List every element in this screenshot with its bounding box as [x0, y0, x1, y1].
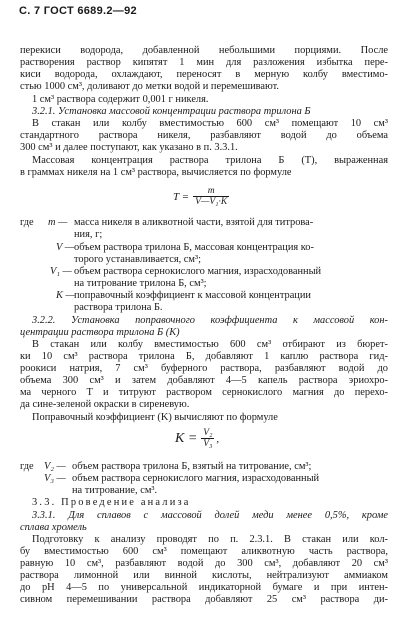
section-heading: сплава хромель — [20, 522, 87, 533]
text-line: перекиси водорода, добавленной небольшими порциями. После — [20, 45, 388, 56]
where-intro: где — [20, 461, 34, 472]
text-line: объема 300 см³ и затем добавляют 4—5 капель раствора эриохро- — [20, 375, 388, 386]
where-intro: где — [20, 217, 34, 228]
formula-lhs: T = — [173, 191, 190, 203]
formula-fraction — [193, 186, 229, 208]
where-term: m — — [48, 217, 68, 228]
where-term: V₂ — — [44, 461, 66, 472]
text-line: бу вместимостью 600 см³ помещают аликвотную часть раствора, — [20, 546, 388, 557]
text-line: 1 см³ раствора содержит 0,001 г никеля. — [32, 94, 209, 105]
where-desc: торого устанавливается, см³; — [74, 254, 201, 265]
where-term: K — — [56, 290, 75, 301]
text-line: стандартного раствора никеля, разбавляют водой до объема — [20, 130, 388, 141]
text-line: равную 10 см³, разбавляют водой до 300 см³, добавляют 20 см³ — [20, 558, 388, 569]
where-desc: поправочный коэффициент к массовой концентрации — [74, 290, 311, 301]
text-line: стью 1000 см³, доливают до метки водой и перемешивают. — [20, 81, 279, 92]
text-line: до pH 4—5 по универсальной индикаторной бумаге и при интен- — [20, 582, 388, 593]
formula-numerator: V₂ — [203, 428, 213, 438]
where-term: V₁ — — [50, 266, 72, 277]
where-desc: объем раствора сернокислого магния, израсходованный — [74, 266, 322, 277]
formula-denominator: V₃ — [203, 439, 213, 449]
where-desc: раствора трилона Б. — [74, 302, 163, 313]
text-line: в граммах никеля на 1 см³ раствора, вычисляется по формуле — [20, 167, 292, 178]
text-line: киси водорода, охлаждают, переносят в мерную колбу вместимо- — [20, 69, 388, 80]
section-heading: 3.3.1. Для сплавов с массовой долей меди менее 0,5%, кроме — [32, 510, 388, 521]
where-desc: ния, г; — [74, 229, 103, 240]
formula-comma: , — [216, 433, 220, 445]
text-line: ки 10 см³ раствора трилона Б, добавляют 1 каплю раствора гид- — [20, 351, 388, 362]
where-term: V — — [56, 242, 74, 253]
where-desc: масса никеля в аликвотной части, взятой для титрова- — [74, 217, 314, 228]
text-line: ма черного T и титруют раствором сернокислого магния до перехо- — [20, 387, 388, 398]
where-desc: на титрование, см³. — [72, 485, 158, 496]
text-line: В стакан или колбу вместимостью 600 см³ отбирают из бюрет- — [32, 339, 388, 350]
text-line: 300 см³ и далее поступают, как указано в п. 3.3.1. — [20, 142, 238, 153]
text-line: Поправочный коэффициент (K) вычисляют по формуле — [32, 412, 278, 423]
formula-lhs: K = — [175, 431, 198, 446]
section-heading: 3.3. Проведение анализа — [32, 497, 191, 508]
where-desc: на титрование трилона Б, см³; — [74, 278, 207, 289]
where-term: V₃ — — [44, 473, 66, 484]
text-line: В стакан или колбу вместимостью 600 см³ помещают 10 см³ — [32, 118, 388, 129]
formula-K — [175, 428, 219, 450]
text-line: сивном перемешивании раствора добавляют 25 см³ раствора ди- — [20, 594, 388, 605]
where-desc: объем раствора трилона Б, взятый на титрование, см³; — [72, 461, 312, 472]
section-heading: 3.2.2. Установка поправочного коэффициента к массовой кон- — [32, 315, 388, 326]
text-line: Подготовку к анализу проводят по п. 2.3.1. В стакан или кол- — [32, 534, 388, 545]
formula-T — [173, 186, 229, 208]
text-line: роокиси натрия, 7 см³ буферного раствора, разбавляют водой до — [20, 363, 388, 374]
where-desc: объем раствора сернокислого магния, израсходованный — [72, 473, 320, 484]
formula-numerator: m — [207, 186, 215, 196]
section-heading: 3.2.1. Установка массовой концентрации раствора трилона Б — [32, 106, 311, 117]
formula-denominator: V—V₁·K — [195, 197, 228, 207]
where-desc: объем раствора трилона Б, массовая концентрация ко- — [74, 242, 314, 253]
text-line: Массовая концентрация раствора трилона Б (T), выраженная — [32, 155, 388, 166]
text-line: раствора лимонной или винной кислоты, нейтрализуют аммиаком — [20, 570, 388, 581]
text-line: да сине-зеленой окраски в сиреневую. — [20, 399, 190, 410]
page-header: С. 7 ГОСТ 6689.2—92 — [19, 5, 137, 17]
text-line: растворения раствор кипятят 1 мин для разложения избытка пере- — [20, 57, 388, 68]
section-heading: центрации раствора трилона Б (K) — [20, 327, 180, 338]
formula-fraction — [201, 428, 214, 450]
